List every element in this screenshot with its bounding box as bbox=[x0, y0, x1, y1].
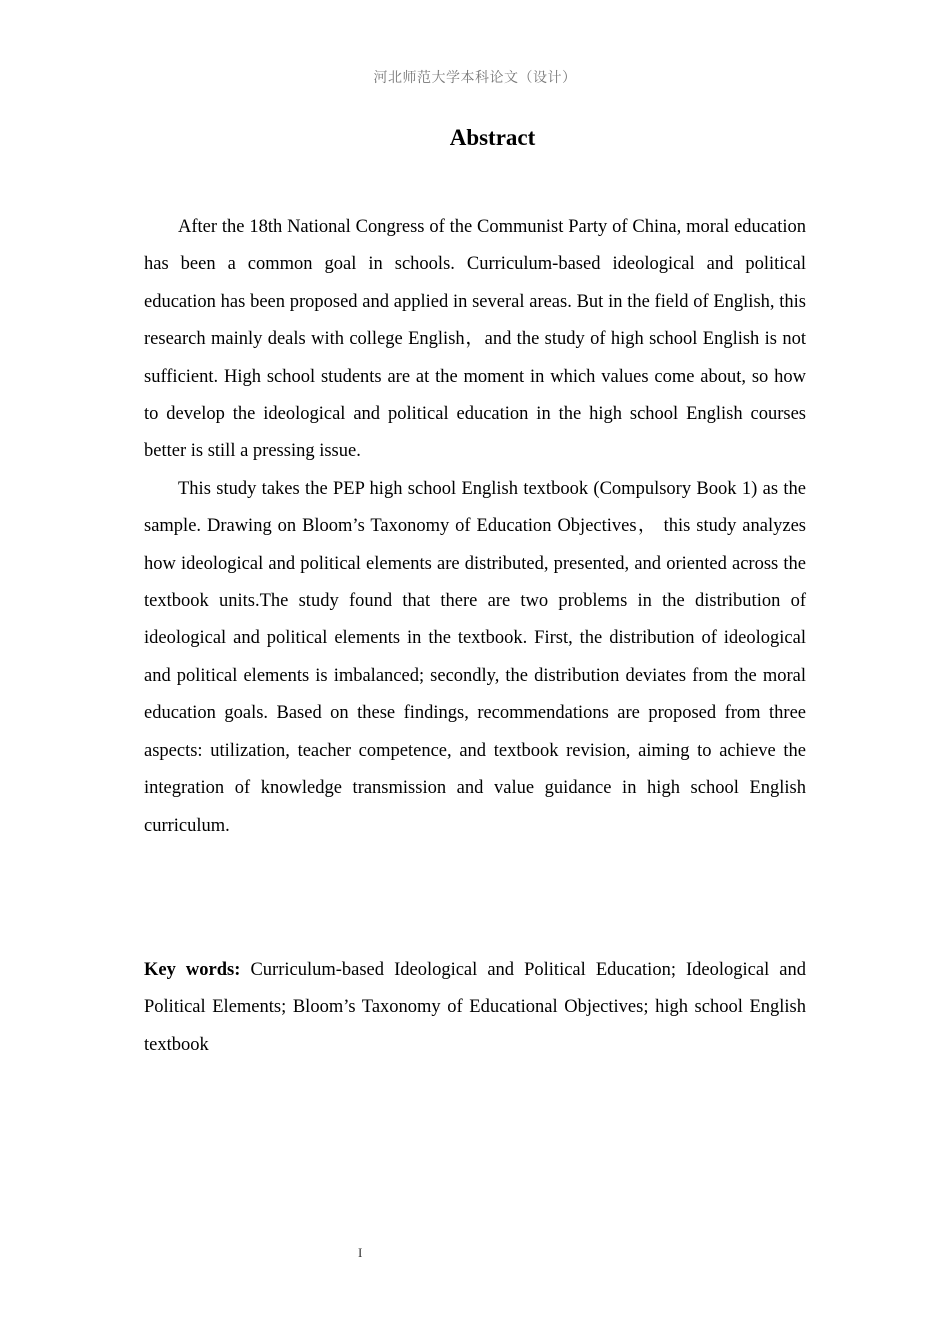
abstract-paragraph: This study takes the PEP high school English textbook (Compulsory Book 1) as the sample. Drawing on Bloom’s Taxonomy of Education Objectives， this study analyzes how ideological and political elements are distributed, presented, and oriented across the textbook units.The study found that there are two problems in the distribution of ideological and political elements in the textbook. First, the distribution of ideological and political elements is imbalanced; secondly, the distribution deviates from the moral education goals. Based on these findings, recommendations are proposed from three aspects: utilization, teacher competence, and textbook revision, aiming to achieve the integration of knowledge transmission and value guidance in high school English curriculum. bbox=[144, 478, 806, 836]
abstract-title: Abstract bbox=[449, 125, 536, 150]
keywords-text: Curriculum-based Ideological and Political Education; Ideological and Political Elements; Bloom’s Taxonomy of Educational Objectives; high school English textbook bbox=[144, 960, 807, 1055]
abstract-paragraph: After the 18th National Congress of the Communist Party of China, moral education has been a common goal in schools. Curriculum-based ideological and political education has been proposed and applied in several areas. But in the field of English, this research mainly deals with college English，and the study of high school English is not sufficient. High school students are at the moment in which values come about, so how to develop the ideological and political education in the high school English courses better is still a pressing issue. bbox=[144, 217, 806, 462]
page-number: I bbox=[358, 1245, 363, 1260]
abstract-body bbox=[144, 209, 806, 845]
running-header: 河北师范大学本科论文（设计） bbox=[373, 70, 577, 86]
keywords-block bbox=[144, 952, 806, 1064]
keywords-label: Key words: bbox=[144, 960, 241, 980]
